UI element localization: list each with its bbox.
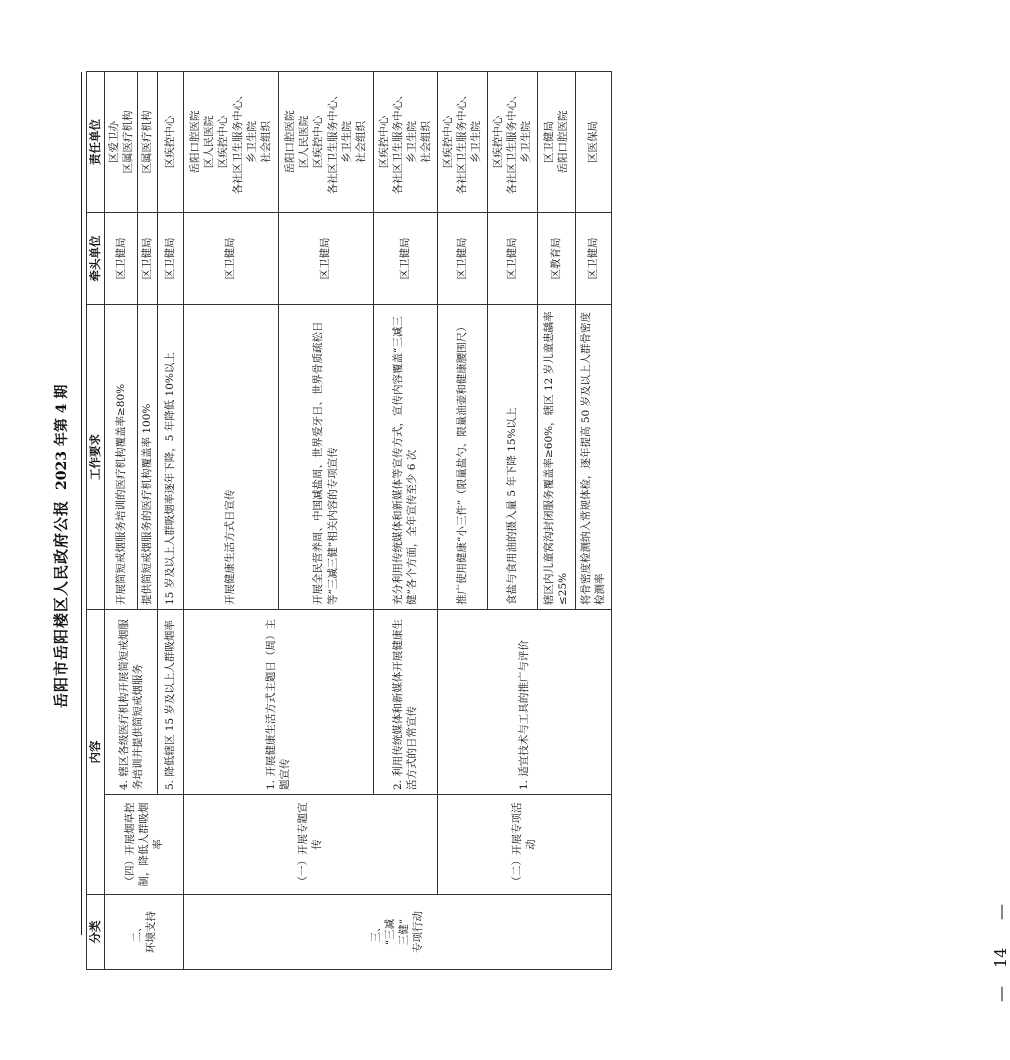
header-content: 内容: [87, 610, 105, 895]
header-requirement: 工作要求: [87, 305, 105, 610]
lead-unit-cell: 区卫健局: [183, 213, 278, 305]
responsible-unit-cell: 区属医疗机构: [138, 72, 157, 213]
header-responsible-unit: 责任单位: [87, 72, 105, 213]
content-cell: （二）开展专项活动: [437, 795, 611, 895]
requirement-cell: 将骨密度检测纳入常规体检，逐年提高 50 岁及以上人群骨密度检测率: [575, 305, 611, 610]
content-cell: （四）开展烟草控制，降低人群吸烟率: [105, 795, 184, 895]
header-lead-unit: 牵头单位: [87, 213, 105, 305]
lead-unit-cell: 区教育局: [537, 213, 575, 305]
requirement-cell: 开展全民营养周、中国减盐周、世界爱牙日、世界骨质疏松日等“三减三健”相关内容的专项宣传: [278, 305, 373, 610]
gazette-title: 岳阳市岳阳楼区人民政府公报: [52, 500, 70, 709]
responsible-unit-cell: 区疾控中心 各社区卫生服务中心、 乡卫生院: [437, 72, 487, 213]
sub-content-cell: 1. 适宜技术与工具的推广与评价: [437, 610, 611, 795]
lead-unit-cell: 区卫健局: [138, 213, 157, 305]
sub-content-cell: 2. 利用传统媒体和新媒体开展健康生活方式的日常宣传: [373, 610, 437, 795]
category-cell: 三、 “三减 三健” 专项行动: [183, 895, 611, 970]
requirement-cell: 充分利用传统媒体和新媒体等宣传方式，宣传内容覆盖“三减三健”各个方面，全年宣传至少 6 次: [373, 305, 437, 610]
requirement-cell: 开展简短戒烟服务培训的医疗机构覆盖率≥80%: [105, 305, 138, 610]
header-category: 分类: [87, 895, 105, 970]
table-row: [105, 72, 138, 970]
requirement-cell: 提供简短戒烟服务的医疗机构覆盖率 100%: [138, 305, 157, 610]
page-number-dash-left: —: [991, 986, 1010, 1002]
responsible-unit-cell: 区疾控中心 各社区卫生服务中心、 乡卫生院: [487, 72, 537, 213]
page-header: [0, 0, 86, 1060]
lead-unit-cell: 区卫健局: [157, 213, 183, 305]
requirement-cell: 15 岁及以上人群吸烟率逐年下降，5 年降低 10%以上: [157, 305, 183, 610]
table-row: [183, 72, 278, 970]
content-cell: （一）开展专题宣传: [183, 795, 437, 895]
responsible-unit-cell: 区卫健局 岳阳口腔医院: [537, 72, 575, 213]
lead-unit-cell: 区卫健局: [487, 213, 537, 305]
lead-unit-cell: 区卫健局: [437, 213, 487, 305]
page-number-value: 14: [991, 947, 1010, 968]
header-rule: [81, 72, 82, 935]
lead-unit-cell: 区卫健局: [278, 213, 373, 305]
work-plan-table: [86, 71, 612, 970]
responsible-unit-cell: 区医保局: [575, 72, 611, 213]
sub-content-cell: 1. 开展健康生活方式主题日（周）主题宣传: [183, 610, 373, 795]
requirement-cell: 食盐与食用油的摄入量 5 年下降 15%以上: [487, 305, 537, 610]
issue-label: 2023 年第 4 期: [54, 384, 70, 490]
responsible-unit-cell: 岳阳口腔医院 区人民医院 区疾控中心 各社区卫生服务中心、 乡卫生院 社会组织: [183, 72, 278, 213]
lead-unit-cell: 区卫健局: [105, 213, 138, 305]
sub-content-cell: 5. 降低辖区 15 岁及以上人群吸烟率: [157, 610, 183, 795]
lead-unit-cell: 区卫健局: [575, 213, 611, 305]
requirement-cell: 推广使用健康“小三件”（限量盐勺、限量油壶和健康腰围尺）: [437, 305, 487, 610]
requirement-cell: 辖区内儿童窝沟封闭服务覆盖率≥60%，辖区 12 岁儿童患龋率≤25%: [537, 305, 575, 610]
table-header-row: [87, 72, 105, 970]
requirement-cell: 开展健康生活方式日宣传: [183, 305, 278, 610]
responsible-unit-cell: 区疾控中心: [157, 72, 183, 213]
category-cell: 二、 环境支持: [105, 895, 184, 970]
page-number-dash-right: —: [991, 904, 1010, 920]
responsible-unit-cell: 岳阳口腔医院 区人民医院 区疾控中心 各社区卫生服务中心、 乡卫生院 社会组织: [278, 72, 373, 213]
sub-content-cell: 4. 辖区各级医疗机构开展简短戒烟服务培训并提供简短戒烟服务: [105, 610, 158, 795]
responsible-unit-cell: 区疾控中心 各社区卫生服务中心、 乡卫生院 社会组织: [373, 72, 437, 213]
lead-unit-cell: 区卫健局: [373, 213, 437, 305]
responsible-unit-cell: 区爱卫办 区属医疗机构: [105, 72, 138, 213]
table-row: [437, 72, 487, 970]
